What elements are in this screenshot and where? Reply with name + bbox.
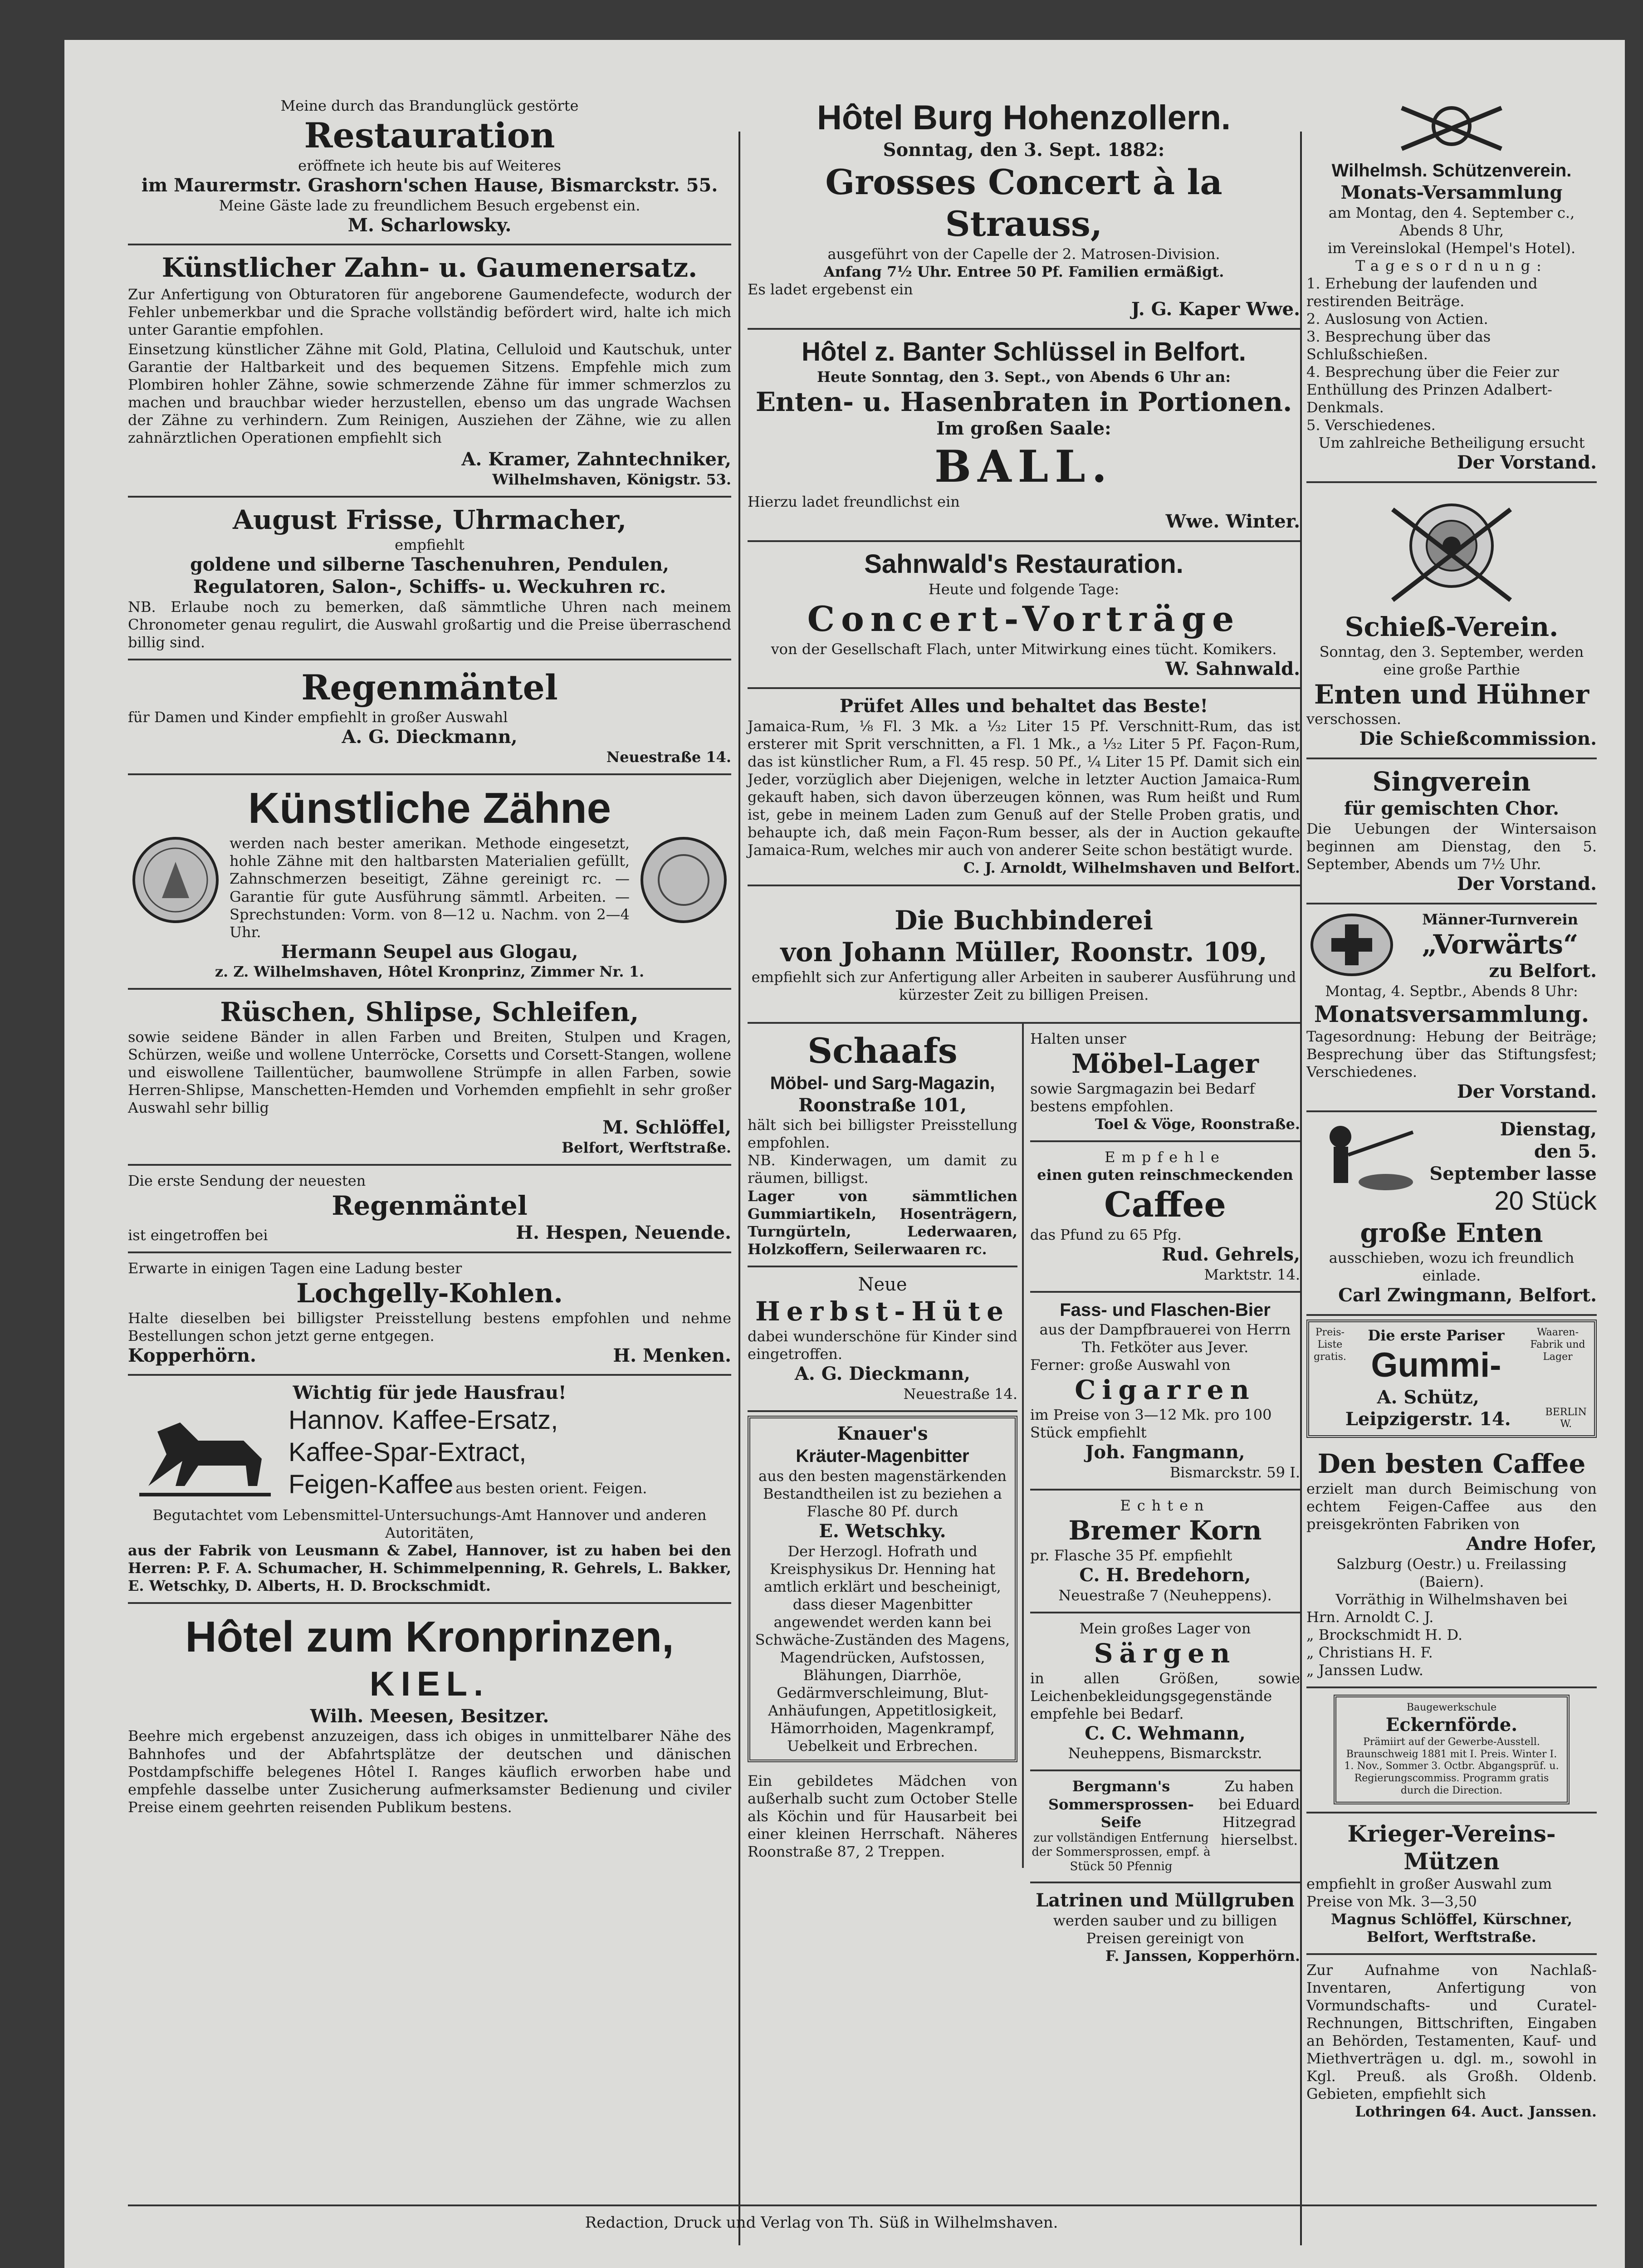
ad-headline: Concert-Vorträge: [807, 598, 1241, 639]
ad-headline: BALL.: [934, 441, 1114, 493]
ad-note: Waaren-Fabrik und Lager: [1530, 1326, 1585, 1363]
ad-maedchen: [748, 1766, 1017, 1868]
ad-title: Künstlicher Zahn- u. Gaumenersatz.: [161, 252, 698, 284]
ad-text: Beehre mich ergebenst anzuzeigen, dass ich obiges in unmittelbarer Nähe des Bahnhofes und der Abfahrtsplätze der deutschen und dänischen Postdampfschiffe belegenes Hôtel I. Ranges käuflich erworben habe und empfehle dasselbe unter Zusicherung aufmerksamster Bedienung und civiler Preise einem geehrten reisenden Publikum bestens.: [128, 1727, 731, 1816]
ad-date: den 5. September lasse: [1429, 1140, 1597, 1184]
ad-text: das Pfund zu 65 Pfg.: [1030, 1226, 1182, 1243]
ad-signature: Der Vorstand.: [1457, 1081, 1597, 1103]
ad-text: werden nach bester amerikan. Methode eingesetzt, hohle Zähne mit den haltbarsten Materialien gefüllt, Zahnschmerzen beseitigt, Zähne gereinigt rc. — Garantie für gute Ausführung sämmtl. Arbeiten. — Sprechstunden: Vorm. von 8—12 u. Nachm. von 2—4 Uhr.: [230, 835, 630, 941]
ad-address: Marktstr. 14.: [1204, 1266, 1300, 1283]
ad-signature: Der Vorstand.: [1457, 452, 1597, 474]
ad-title: Sahnwald's Restauration.: [864, 549, 1183, 579]
ad-intro: Halten unser: [1030, 1030, 1126, 1048]
ad-text: werden sauber und zu billigen Preisen gereinigt von: [1053, 1911, 1277, 1947]
ad-text: empfiehlt sich zur Anfertigung aller Arbeiten in sauberer Ausführung und kürzester Zeit zu billigen Preisen.: [751, 968, 1296, 1004]
ad-address: Neuheppens, Bismarckstr.: [1068, 1745, 1262, 1762]
ad-note: aus besten orient. Feigen.: [455, 1479, 647, 1497]
ad-title: Möbel-Lager: [1071, 1048, 1259, 1080]
ad-arnoldt: [748, 689, 1300, 886]
ad-seupel: [128, 775, 731, 990]
ad-headline: Wichtig für jede Hausfrau!: [293, 1382, 567, 1404]
turnverein-emblem-icon: [1306, 911, 1397, 981]
column-right: [1306, 91, 1597, 2128]
ad-signature: A. G. Dieckmann,: [342, 726, 518, 748]
list-item: „ Janssen Ludw.: [1306, 1662, 1423, 1679]
ad-text: empfiehlt: [395, 536, 465, 554]
ad-signature: A. Kramer, Zahntechniker,: [461, 449, 731, 470]
list-item: 4. Besprechung über die Feier zur Enthüllung des Prinzen Adalbert-Denkmals.: [1306, 363, 1559, 416]
ad-text: Zur Aufnahme von Nachlaß-Inventaren, Anfertigung von Vormundschafts- und Curatel-Rechnungen, Bittschriften, Eingaben an Behörden, Testamenten, Kauf- und Miethverträgen u. dgl. m., sowohl in Kgl. Preuß. als Großh. Oldenb. Gebieten, empfiehlt sich: [1306, 1961, 1597, 2103]
ad-product: Kaffee-Spar-Extract,: [289, 1437, 527, 1467]
ad-signature: Magnus Schlöffel, Kürschner,: [1331, 1910, 1572, 1928]
ad-kaffee-ersatz: [128, 1376, 731, 1603]
ad-headline: Grosses Concert à la Strauss,: [825, 161, 1222, 244]
target-icon: [1306, 491, 1597, 609]
ad-intro: Mein großes Lager von: [1079, 1619, 1251, 1637]
ad-text: Die Uebungen der Wintersaison beginnen am Dienstag, den 5. September, Abends um 7½ Uhr.: [1306, 820, 1597, 873]
ad-address: Bismarckstr. 59 I.: [1169, 1464, 1300, 1481]
ad-text: Einsetzung künstlicher Zähne mit Gold, Platina, Celluloid und Kautschuk, unter Garantie der Haltbarkeit und des bequemen Sitzens. Empfehle mich zum Plombiren hohler Zähne, sowie schmerzende Zähne für immer schmerzlos zu machen und brauchbar wieder herzustellen, ebenso um das ungrade Wachsen der Zähne zu verhindern. Zum Reinigen, Ausziehen der Zähne, wie zu allen zahnärztlichen Operationen empfiehlt sich: [128, 341, 731, 447]
ad-text: ausgeführt von der Capelle der 2. Matrosen-Division.: [827, 245, 1220, 263]
ad-title: Bremer Korn: [1068, 1515, 1262, 1546]
ad-intro: Die erste Sendung der neuesten: [128, 1172, 366, 1190]
ad-baugewerkschule: [1306, 1688, 1597, 1813]
ad-date: Sonntag, den 3. Sept. 1882:: [883, 139, 1165, 161]
medal-icon: [128, 835, 223, 928]
ad-regenmaentel-hespen: [128, 1166, 731, 1253]
ad-address: z. Z. Wilhelmshaven, Hôtel Kronprinz, Zimmer Nr. 1.: [215, 963, 645, 981]
ad-address: Roonstraße 101,: [798, 1094, 967, 1116]
ad-signature: Die Schießcommission.: [1359, 728, 1597, 750]
ad-headline: Cigarren: [1075, 1374, 1256, 1406]
ad-text: Der Herzogl. Hofrath und Kreisphysikus Dr. Henning hat amtlich erklärt und bescheinigt, dass dieser Magenbitter angewendet werden kann bei Schwäche-Zuständen des Magens, Magendrücken, Aufstossen, Blähungen, Diarrhöe, Gedärmverschleimung, Blut-Anhäufungen, Appetitlosigkeit, Hämorrhoiden, Magenkrampf, Uebelkeit und Erbrechen.: [755, 1542, 1010, 1755]
ad-title: große Enten: [1360, 1217, 1543, 1249]
ad-product: Feigen-Kaffee: [289, 1469, 454, 1499]
ad-text: Es ladet ergebenst ein: [748, 281, 913, 298]
ad-address: Neuestraße 7 (Neuheppens).: [1058, 1586, 1272, 1604]
list-item: 2. Auslosung von Actien.: [1306, 310, 1488, 327]
ad-date: Heute Sonntag, den 3. Sept., von Abends 6 Uhr an:: [817, 368, 1231, 386]
ad-text: von der Gesellschaft Flach, unter Mitwirkung eines tücht. Komikers.: [771, 640, 1277, 658]
ad-text: Im großen Saale:: [936, 418, 1111, 440]
ad-text: pr. Flasche 35 Pf. empfiehlt: [1030, 1546, 1232, 1564]
ad-text: verschossen.: [1306, 710, 1402, 728]
ad-text: Jamaica-Rum, ⅛ Fl. 3 Mk. a ⅓₂ Liter 15 Pf. Verschnitt-Rum, das ist ersterer mit Sprit verschnitten, a Fl. 1 Mk., a ⅓₂ Liter 5 Pf. Façon-Rum, das ist künstlicher Rum, a Fl. 45 resp. 50 Pf., ¼ Liter 15 Pf. Damit sich ein Jeder, vorzüglich aber Diejenigen, welche in letzter Auction Jamaica-Rum gekauft haben, sich davon überzeugen können, was Rum heißt und Rum ist, gebe in meinem Laden zum Genuß auf der Stelle Proben gratis, und behaupte ich, daß mein Façon-Rum besser, als der in Auction gekaufte Jamaica-Rum, welches mir auch von anderer Seite schon bestätigt wurde.: [748, 718, 1300, 859]
ad-text: Um zahlreiche Betheiligung ersucht: [1318, 434, 1585, 451]
ad-title: Restauration: [304, 115, 555, 156]
ad-title: Caffee: [1104, 1184, 1226, 1225]
ad-schiessverein: [1306, 483, 1597, 759]
ad-text: Zur Anfertigung von Obturatoren für angeborene Gaumendefecte, wodurch der Fehler unbemerkbar und die Sprache vollständig befördert wird, halte ich mich unter Garantie empfohlen.: [128, 286, 731, 339]
ad-intro: Meine durch das Brandunglück gestörte: [280, 97, 579, 114]
ad-text: empfiehlt in großer Auswahl zum Preise von Mk. 3—3,50: [1306, 1875, 1552, 1910]
ad-signature: M. Scharlowsky.: [347, 214, 512, 236]
ad-address: Wilhelmshaven, Königstr. 53.: [492, 471, 731, 489]
crossed-rifles-icon: [1306, 99, 1597, 158]
ad-text: Halte dieselben bei billigster Preisstellung bestens empfohlen und nehme Bestellungen schon jetzt gerne entgegen.: [128, 1309, 731, 1344]
ad-title: Den besten Caffee: [1317, 1448, 1586, 1480]
column-rule: [1300, 132, 1302, 2245]
ad-signature: Hermann Seupel aus Glogau,: [281, 941, 578, 963]
ad-saerge: [1030, 1613, 1300, 1772]
ad-title: Hôtel z. Banter Schlüssel in Belfort.: [802, 337, 1246, 367]
ad-signature: M. Schlöffel,: [602, 1117, 731, 1139]
ad-feigen-caffee: [1306, 1442, 1597, 1688]
list-item: „ Brockschmidt H. D.: [1306, 1626, 1463, 1644]
ad-dealer: Zu haben bei Eduard Hitzegrad hierselbst.: [1218, 1778, 1300, 1848]
ad-signature: Rud. Gehrels,: [1162, 1243, 1300, 1265]
ad-text: Ferner: große Auswahl von: [1030, 1356, 1231, 1374]
ad-title: Die Buchbinderei: [895, 904, 1153, 936]
ad-text: zur vollständigen Entfernung der Sommersprossen, empf. à Stück 50 Pfennig: [1032, 1831, 1211, 1873]
ad-title: Bergmann's Sommersprossen-Seife: [1048, 1778, 1194, 1831]
ad-signature: F. Janssen, Kopperhörn.: [1105, 1947, 1300, 1965]
ad-gummi: [1306, 1320, 1597, 1438]
ad-text: dabei wunderschöne für Kinder sind eingetroffen.: [748, 1328, 1017, 1363]
ad-signature: J. G. Kaper Wwe.: [1131, 298, 1300, 320]
ad-hohenzollern: [748, 91, 1300, 330]
list-item: 1. Erhebung der laufenden und restirenden Beiträge.: [1306, 274, 1538, 310]
ad-product: Hannov. Kaffee-Ersatz,: [289, 1405, 558, 1435]
ad-signature: C. C. Wehmann,: [1085, 1722, 1246, 1744]
ad-signature: Carl Zwingmann, Belfort.: [1338, 1285, 1597, 1306]
ad-title: Eckernförde.: [1385, 1714, 1518, 1735]
ad-text: Heute und folgende Tage:: [928, 580, 1120, 598]
ad-title: Herbst-Hüte: [755, 1296, 1010, 1327]
ad-title: Wilhelmsh. Schützenverein.: [1331, 161, 1572, 181]
ad-text: aus der Fabrik von Leusmann & Zabel, Hannover, ist zu haben bei den Herren: P. F. A. Schumacher, H. Schimmelpenning, R. Gehrels, L. Bakker, E. Wetschky, D. Alberts, H. D. Brockschmidt.: [128, 1541, 731, 1594]
ad-signature: Der Vorstand.: [1457, 873, 1597, 894]
ad-singverein: [1306, 759, 1597, 904]
ad-note: NB. Kinderwagen, um damit zu räumen, billigst.: [748, 1152, 1017, 1187]
horse-icon: [128, 1404, 282, 1506]
ad-kronprinzen: [128, 1604, 731, 1823]
ad-address: Belfort, Werftstraße.: [562, 1139, 731, 1157]
ad-schuetzenverein: [1306, 91, 1597, 483]
ad-title: Künstliche Zähne: [248, 784, 611, 833]
ad-text: einen guten reinschmeckenden: [1037, 1166, 1293, 1183]
ad-turnverein: [1306, 904, 1597, 1113]
ad-text: aus der Dampfbrauerei von Herrn Th. Fetköter aus Jever.: [1039, 1321, 1291, 1356]
column-rule: [738, 132, 740, 2245]
list-item: Hrn. Arnoldt C. J.: [1306, 1608, 1434, 1626]
ad-zahnersatz: [128, 245, 731, 498]
ad-address: Neuestraße 14.: [606, 748, 731, 766]
ad-krieger-muetzen: [1306, 1813, 1597, 1955]
ad-address: zu Belfort.: [1489, 960, 1597, 982]
ad-address: im Vereinslokal (Hempel's Hotel).: [1327, 239, 1576, 257]
ad-headline: Enten und Hühner: [1314, 679, 1589, 710]
ad-intro: Die erste Pariser: [1368, 1326, 1505, 1344]
ad-title: Krieger-Vereins-Mützen: [1347, 1820, 1556, 1875]
ad-text: im Preise von 3—12 Mk. pro 100 Stück empfiehlt: [1030, 1406, 1272, 1442]
footer-rule: [128, 2204, 1597, 2206]
ad-date: Montag, 4. Septbr., Abends 8 Uhr:: [1325, 982, 1578, 1000]
ad-text: sowie Sargmagazin bei Bedarf bestens empfohlen.: [1030, 1080, 1255, 1115]
ad-text: hält sich bei billigster Preisstellung empfohlen.: [748, 1116, 1017, 1152]
ad-text: für Damen und Kinder empfiehlt in großer Auswahl: [128, 709, 508, 726]
ad-title: Singverein: [1372, 766, 1531, 797]
ad-note: Preis-Liste gratis.: [1314, 1326, 1346, 1363]
ad-herbst-huete: [748, 1267, 1017, 1412]
ad-text: Regulatoren, Salon-, Schiffs- u. Weckuhren rc.: [193, 576, 666, 597]
imprint-footer: Redaction, Druck und Verlag von Th. Süß in Wilhelmshaven.: [585, 2214, 1058, 2232]
ad-text: in allen Größen, sowie Leichenbekleidungsgegenstände empfehle bei Bedarf.: [1030, 1669, 1300, 1722]
hunter-icon: [1306, 1119, 1420, 1198]
ad-janssen: [1306, 1955, 1597, 2128]
ad-title: „Vorwärts“: [1422, 929, 1579, 960]
ad-date: Dienstag,: [1500, 1119, 1597, 1140]
ad-zwingmann: [1306, 1112, 1597, 1316]
ad-headline: Prüfet Alles und behaltet das Beste!: [839, 695, 1208, 717]
ad-schloeffel: [128, 990, 731, 1166]
ad-headline: Monatsversammlung.: [1314, 1001, 1589, 1028]
ad-note: NB. Erlaube noch zu bemerken, daß sämmtliche Uhren nach meinem Chronometer genau regulirt, die Auswahl großartig und die Preise überraschend billig sind.: [128, 598, 731, 651]
ad-title: Rüschen, Shlipse, Schleifen,: [220, 997, 639, 1028]
ad-intro: Neue: [858, 1274, 907, 1295]
ad-subtitle: Monats-Versammlung: [1340, 181, 1563, 203]
ad-text: Lager von sämmtlichen Gummiartikeln, Hosenträgern, Turngürteln, Lederwaaren, Holzkoffern, Seilerwaaren rc.: [748, 1187, 1017, 1258]
ad-signature: Lothringen 64. Auct. Janssen.: [1355, 2103, 1597, 2121]
ad-text: erzielt man durch Beimischung von echtem Feigen-Caffee aus den preisgekrönten Fabriken von: [1306, 1480, 1597, 1533]
ad-text: Tagesordnung:: [1355, 257, 1548, 274]
ad-signature: Andre Hofer,: [1466, 1533, 1597, 1555]
ad-text: Ein gebildetes Mädchen von außerhalb sucht zum October Stelle als Köchin und für Hausarbeit bei einer kleinen Herrschaft. Näheres Roonstraße 87, 2 Treppen.: [748, 1772, 1017, 1861]
ad-text: Sonntag, den 3. September, werden eine große Parthie: [1319, 643, 1584, 678]
ad-intro: Erwarte in einigen Tagen eine Ladung bester: [128, 1259, 462, 1277]
ad-text: ist eingetroffen bei: [128, 1226, 268, 1244]
ad-address: Belfort, Werftstraße.: [1367, 1928, 1536, 1945]
ad-city: KIEL.: [369, 1664, 490, 1703]
ad-text: ausschieben, wozu ich freundlich einlade.: [1329, 1249, 1575, 1285]
ad-knauer: [748, 1416, 1017, 1762]
ad-subtitle: Kräuter-Magenbitter: [796, 1446, 969, 1466]
ad-text: aus den besten magenstärkenden Bestandtheilen ist zu beziehen a Flasche 80 Pf. durch: [758, 1467, 1007, 1520]
ad-text: sowie seidene Bänder in allen Farben und Breiten, Stulpen und Kragen, Schürzen, weiße und wollene Unterröcke, Corsetts und Corsett-Stangen, wollene und eiswollene Taillentücher, baumwollene Strümpfe in allen Farben, sowie Herren-Shlipse, Manschetten-Hemden und Vorhemden empfiehlt in sehr großer Auswahl sehr billig: [128, 1028, 731, 1117]
ad-signature: Toel & Vöge, Roonstraße.: [1095, 1115, 1300, 1133]
ad-restauration: [128, 91, 731, 245]
ad-intro: Baugewerkschule: [1406, 1702, 1497, 1714]
ad-title: Latrinen und Müllgruben: [1036, 1889, 1295, 1911]
ad-signature: C. J. Arnoldt, Wilhelmshaven und Belfort.: [963, 859, 1300, 877]
medal-icon: [636, 835, 731, 928]
ad-note: Begutachtet vom Lebensmittel-Untersuchungs-Amt Hannover und anderen Autoritäten,: [152, 1506, 707, 1541]
ad-kohlen: [128, 1253, 731, 1376]
ad-title: Lochgelly-Kohlen.: [296, 1277, 563, 1309]
ad-signature: W. Sahnwald.: [1165, 658, 1300, 679]
ad-schaafs: [748, 1024, 1017, 1267]
ad-latrinen: [1030, 1883, 1300, 1972]
ad-intro: Echten: [1120, 1497, 1210, 1515]
ad-signature: Wilh. Meesen, Besitzer.: [310, 1705, 549, 1727]
ad-bremer-korn: [1030, 1491, 1300, 1613]
ad-signature: E. Wetschky.: [819, 1520, 946, 1542]
ad-address: Neuestraße 14.: [903, 1385, 1017, 1403]
column-left: [128, 91, 731, 1823]
ad-title: Schaafs: [807, 1031, 958, 1071]
ad-caffee-gehrels: [1030, 1142, 1300, 1293]
ad-signature: Joh. Fangmann,: [1085, 1442, 1245, 1463]
ad-text: Anfang 7½ Uhr. Entree 50 Pf. Familien ermäßigt.: [823, 263, 1224, 280]
list-item: 5. Verschiedenes.: [1306, 416, 1436, 434]
ad-signature: C. H. Bredehorn,: [1079, 1564, 1251, 1586]
ad-text: Tagesordnung: Hebung der Beiträge; Besprechung über das Stiftungsfest; Verschiedenes.: [1306, 1028, 1597, 1081]
ad-address: Kopperhörn.: [128, 1344, 256, 1366]
ad-address: BERLIN W.: [1545, 1406, 1587, 1430]
ad-title: Schieß-Verein.: [1345, 611, 1559, 642]
ad-seife: [1030, 1771, 1300, 1883]
ad-regenmaentel-dieckmann: [128, 660, 731, 776]
ad-title: August Frisse, Uhrmacher,: [232, 504, 627, 536]
ad-signature: A. Schütz, Leipzigerstr. 14.: [1345, 1386, 1511, 1430]
list-item: 3. Besprechung über das Schlußschießen.: [1306, 327, 1491, 363]
ad-text: Meine Gäste lade zu freundlichem Besuch ergebenst ein.: [219, 196, 641, 214]
ad-address: Salzburg (Oestr.) u. Freilassing (Baiern).: [1336, 1555, 1567, 1590]
ad-date: am Montag, den 4. September c., Abends 8 Uhr,: [1328, 204, 1575, 239]
ad-subtitle: Möbel- und Sarg-Magazin,: [770, 1073, 995, 1093]
ad-title: Särgen: [1094, 1637, 1237, 1669]
ad-headline: Enten- u. Hasenbraten in Portionen.: [755, 386, 1292, 417]
list-item: „ Christians H. F.: [1306, 1644, 1433, 1662]
ad-banter-schluessel: [748, 330, 1300, 542]
ad-signature: A. G. Dieckmann,: [794, 1363, 971, 1385]
ad-subtitle: für gemischten Chor.: [1344, 797, 1560, 819]
ad-buchbinderei: [748, 886, 1300, 1024]
ad-title: Hôtel zum Kronprinzen,: [185, 1612, 674, 1661]
ad-text: Hierzu ladet freundlichst ein: [748, 493, 960, 511]
ad-intro: Männer-Turnverein: [1422, 910, 1578, 928]
ad-text: eröffnete ich heute bis auf Weiteres: [298, 156, 561, 174]
ad-moebel-lager: [1030, 1024, 1300, 1142]
ad-text: Prämiirt auf der Gewerbe-Ausstell. Braunschweig 1881 mit I. Preis. Winter I. 1. Nov., Sommer 3. Octbr. Abgangsprüf. u. Regierungscommiss. Programm gratis durch die Direction.: [1344, 1736, 1559, 1797]
ad-address: im Maurermstr. Grashorn'schen Hause, Bismarckstr. 55.: [141, 174, 718, 196]
ad-title: von Johann Müller, Roonstr. 109,: [780, 937, 1267, 968]
ad-frisse: [128, 498, 731, 660]
ad-headline: 20 Stück: [1494, 1186, 1597, 1216]
ad-title: Knauer's: [837, 1423, 928, 1445]
ad-intro: Empfehle: [1105, 1148, 1226, 1166]
ad-title: Gummi-: [1371, 1345, 1501, 1384]
ad-text: Vorräthig in Wilhelmshaven bei: [1335, 1590, 1568, 1608]
ad-sahnwald: [748, 542, 1300, 689]
ad-signature: Wwe. Winter.: [1165, 511, 1300, 533]
ad-text: goldene und silberne Taschenuhren, Pendulen,: [190, 554, 669, 576]
ad-title: Hôtel Burg Hohenzollern.: [817, 98, 1231, 137]
ad-title: Fass- und Flaschen-Bier: [1060, 1300, 1271, 1320]
ad-fangmann: [1030, 1293, 1300, 1491]
column-middle: [748, 91, 1300, 1972]
ad-signature: H. Hespen, Neuende.: [516, 1222, 731, 1243]
ad-signature: H. Menken.: [613, 1344, 731, 1366]
ad-title: Regenmäntel: [332, 1190, 528, 1222]
ad-title: Regenmäntel: [301, 667, 558, 708]
middle-split: [748, 1024, 1300, 1972]
